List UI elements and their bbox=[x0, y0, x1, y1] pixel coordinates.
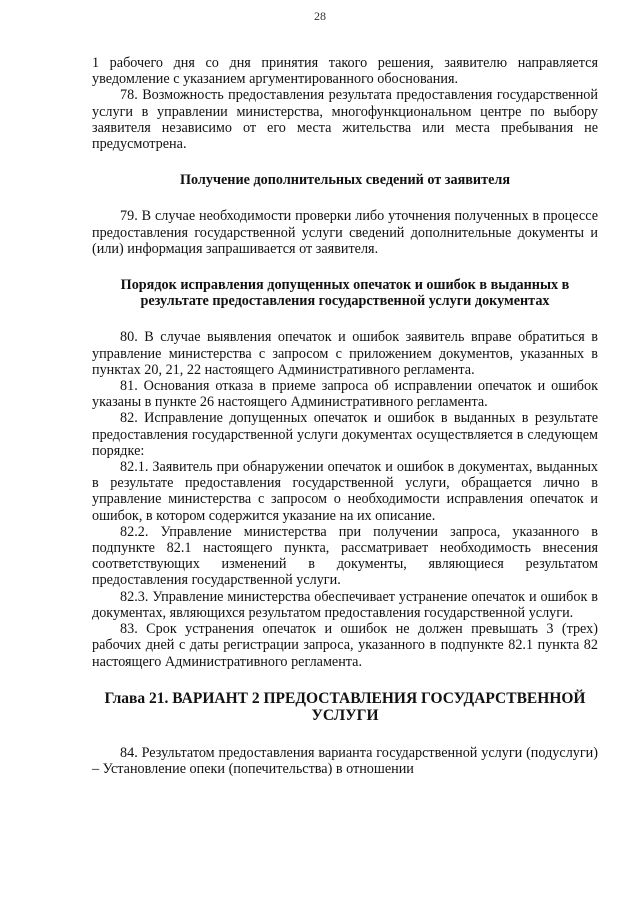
paragraph: 82.2. Управление министерства при получении запроса, указанного в подпункте 82.1 настоящего пункта, рассматривает необходимость внесения соответствующих изменений в документы, являющиеся результатом предоставления государственной услуги. bbox=[92, 523, 598, 589]
chapter-title: Глава 21. ВАРИАНТ 2 ПРЕДОСТАВЛЕНИЯ ГОСУДАРСТВЕННОЙ УСЛУГИ bbox=[104, 689, 586, 725]
paragraph: 80. В случае выявления опечаток и ошибок заявитель вправе обратиться в управление министерства с запросом с приложением документов, указанных в пунктах 20, 21, 22 настоящего Административного регламента. bbox=[92, 329, 598, 378]
paragraph: 79. В случае необходимости проверки либо уточнения полученных в процессе предоставления государственной услуги сведений дополнительные документы и (или) информация запрашивается от заявителя. bbox=[92, 208, 598, 257]
page-number: 28 bbox=[314, 9, 326, 23]
paragraph: 83. Срок устранения опечаток и ошибок не должен превышать 3 (трех) рабочих дней с даты регистрации запроса, указанного в подпункте 82.1 пункта 82 настоящего Административного регламента. bbox=[92, 621, 598, 670]
paragraph: 82.1. Заявитель при обнаружении опечаток и ошибок в документах, выданных в результате предоставления государственной услуги, обращается лично в управление министерства с запросом о необходимости исправления опечаток и ошибок, в котором содержится указание на их описание. bbox=[92, 459, 598, 524]
paragraph: 1 рабочего дня со дня принятия такого решения, заявителю направляется уведомление с указанием аргументированного обоснования. bbox=[92, 55, 598, 88]
spacer bbox=[92, 670, 598, 690]
paragraph: 84. Результатом предоставления варианта государственной услуги (подуслуги) – Установление опеки (попечительства) в отношении bbox=[92, 744, 598, 777]
paragraph: 82. Исправление допущенных опечаток и ошибок в выданных в результате предоставления государственной услуги документах осуществляется в следующем порядке: bbox=[92, 410, 598, 459]
paragraph: 78. Возможность предоставления результата предоставления государственной услуги в управлении министерства, многофункциональном центре по выбору заявителя независимо от его места жительства или места пребывания не предусмотрена. bbox=[92, 87, 598, 153]
document-body bbox=[92, 55, 598, 777]
section-heading: Получение дополнительных сведений от заявителя bbox=[179, 172, 510, 189]
paragraph: 81. Основания отказа в приеме запроса об исправлении опечаток и ошибок указаны в пункте 26 настоящего Административного регламента. bbox=[92, 378, 598, 411]
section-heading: Порядок исправления допущенных опечаток и ошибок в выданных в результате предоставления государственной услуги документах bbox=[120, 277, 570, 310]
spacer bbox=[92, 257, 598, 277]
spacer bbox=[92, 188, 598, 208]
spacer bbox=[92, 152, 598, 172]
spacer bbox=[92, 725, 598, 745]
spacer bbox=[92, 309, 598, 329]
paragraph: 82.3. Управление министерства обеспечивает устранение опечаток и ошибок в документах, являющихся результатом предоставления государственной услуги. bbox=[92, 588, 598, 621]
